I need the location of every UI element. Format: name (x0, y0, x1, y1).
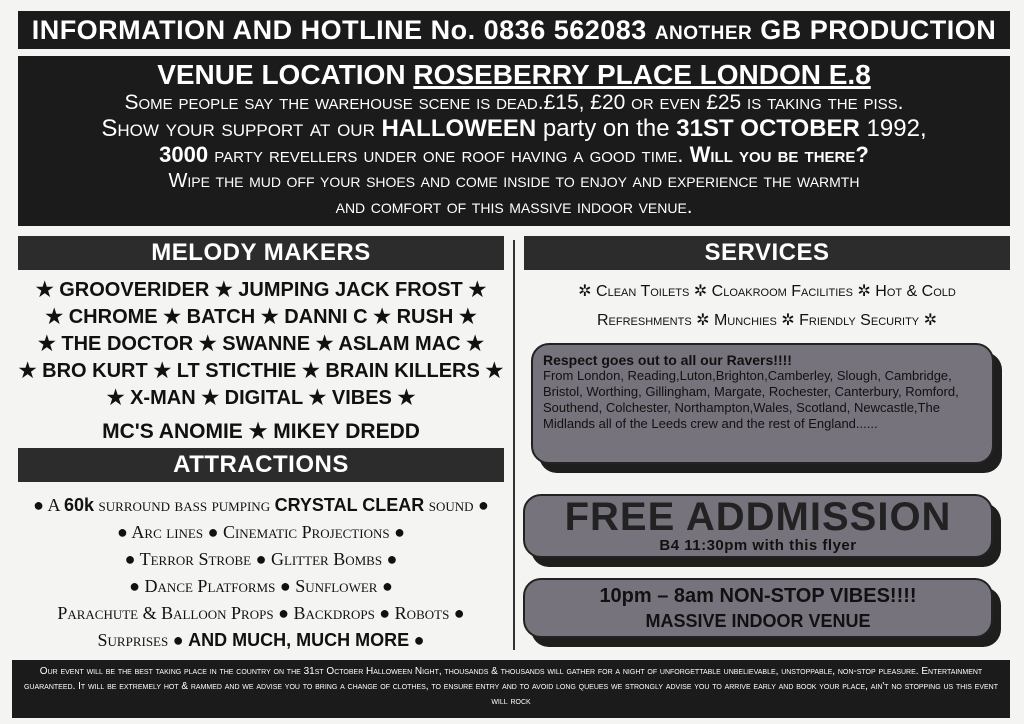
venue-label: VENUE LOCATION (157, 59, 406, 90)
production-text: GB PRODUCTION (760, 15, 997, 45)
halloween-text: HALLOWEEN (381, 115, 537, 142)
attraction-row (12, 492, 510, 519)
services-line: Refreshments ✲ Munchies ✲ Friendly Security ✲ (597, 312, 937, 329)
melody-makers-list (18, 277, 504, 445)
will-you-be-there: Will you be there? (689, 142, 869, 167)
attraction-row (12, 627, 510, 654)
free-admission-panel (523, 494, 993, 558)
attraction-text: ● (413, 630, 425, 650)
services-header: SERVICES (524, 236, 1010, 270)
respect-heading: Respect goes out to all our Ravers!!!! (543, 352, 792, 368)
venue-box (18, 56, 1010, 226)
dj-row: ★ X-MAN ★ DIGITAL ★ VIBES ★ (106, 387, 416, 409)
venue-type-text: MASSIVE INDOOR VENUE (645, 611, 871, 631)
dj-row: ★ GROOVERIDER ★ JUMPING JACK FROST ★ (35, 279, 487, 301)
free-admission-sub: B4 11:30pm with this flyer (659, 537, 857, 554)
hotline-bar (18, 11, 1010, 49)
dj-row: ★ THE DOCTOR ★ SWANNE ★ ASLAM MAC ★ (37, 333, 485, 355)
attractions-list (12, 492, 510, 654)
melody-makers-header: MELODY MAKERS (18, 236, 504, 270)
much-more: AND MUCH, MUCH MORE (188, 630, 410, 650)
venue-line-5: Wipe the mud off your shoes and come inside to enjoy and experience the warmth (168, 170, 860, 192)
attraction-text: Surprises ● (97, 630, 184, 650)
venue-heading (18, 60, 1010, 90)
venue-line-3c: party on the (542, 115, 670, 142)
attraction-row: ● Terror Strobe ● Glitter Bombs ● (124, 549, 398, 569)
attraction-text: ● A (33, 495, 60, 515)
bass-power: 60k (63, 495, 95, 515)
respect-panel (531, 343, 994, 464)
date-text: 31ST OCTOBER (676, 115, 860, 142)
attraction-text: sound ● (428, 495, 489, 515)
column-divider (513, 240, 515, 650)
another-text: ANOTHER (654, 23, 753, 44)
venue-line-4b: party revellers under one roof having a good time. (214, 142, 684, 167)
venue-line-2: Some people say the warehouse scene is dead.£15, £20 or even £25 is taking the piss. (124, 91, 904, 114)
services-line: ✲ Clean Toilets ✲ Cloakroom Facilities ✲ Hot & Cold (578, 283, 956, 300)
hours-text: 10pm – 8am NON-STOP VIBES!!!! (599, 585, 917, 607)
services-list (520, 277, 1014, 335)
dj-row: ★ CHROME ★ BATCH ★ DANNI C ★ RUSH ★ (45, 306, 477, 328)
year-text: 1992, (866, 115, 927, 142)
venue-line-6: and comfort of this massive indoor venue. (335, 196, 693, 218)
attraction-row: ● Dance Platforms ● Sunflower ● (129, 576, 393, 596)
mc-row: MC'S ANOMIE ★ MIKEY DREDD (102, 420, 420, 443)
venue-line-3a: Show your support at our (101, 115, 375, 142)
venue-line-3 (18, 116, 1010, 142)
hotline-text: INFORMATION AND HOTLINE No. 0836 562083 (31, 15, 647, 45)
crystal-clear: CRYSTAL CLEAR (274, 495, 425, 515)
attractions-header: ATTRACTIONS (18, 448, 504, 482)
venue-address: ROSEBERRY PLACE LONDON E.8 (413, 59, 871, 90)
hours-panel (523, 578, 993, 638)
attraction-text: surround bass pumping (98, 495, 271, 515)
free-admission-title: FREE ADDMISSION (564, 495, 952, 539)
attraction-row: ● Arc lines ● Cinematic Projections ● (117, 522, 405, 542)
dj-row: ★ BRO KURT ★ LT STICTHIE ★ BRAIN KILLERS ★ (18, 360, 504, 382)
footer-text-box: Our event will be the best taking place in the country on the 31st October Halloween Night, thousands & thousands will gather for a night of unforgettable unbelievable, unstoppable, non-stop pleasure. Entertainment guaranteed. It will be extremely hot & rammed and we advise you to bring a change of clothes, to ensure entry and to avoid long queues we strongly advise you to arrive early and book your place, ain't no stopping us this event will rock (12, 660, 1010, 718)
respect-body: From London, Reading,Luton,Brighton,Camberley, Slough, Cambridge, Bristol, Worthing, Gillingham, Margate, Rochester, Canterbury, Romford, Southend, Colchester, Northampton,Wales, Scotland, Newcastle,The Midlands all of the Leeds crew and the rest of England...... (543, 368, 959, 431)
venue-line-4 (18, 142, 1010, 168)
attraction-row: Parachute & Balloon Props ● Backdrops ● Robots ● (57, 603, 465, 623)
revellers-count: 3000 (159, 142, 209, 167)
